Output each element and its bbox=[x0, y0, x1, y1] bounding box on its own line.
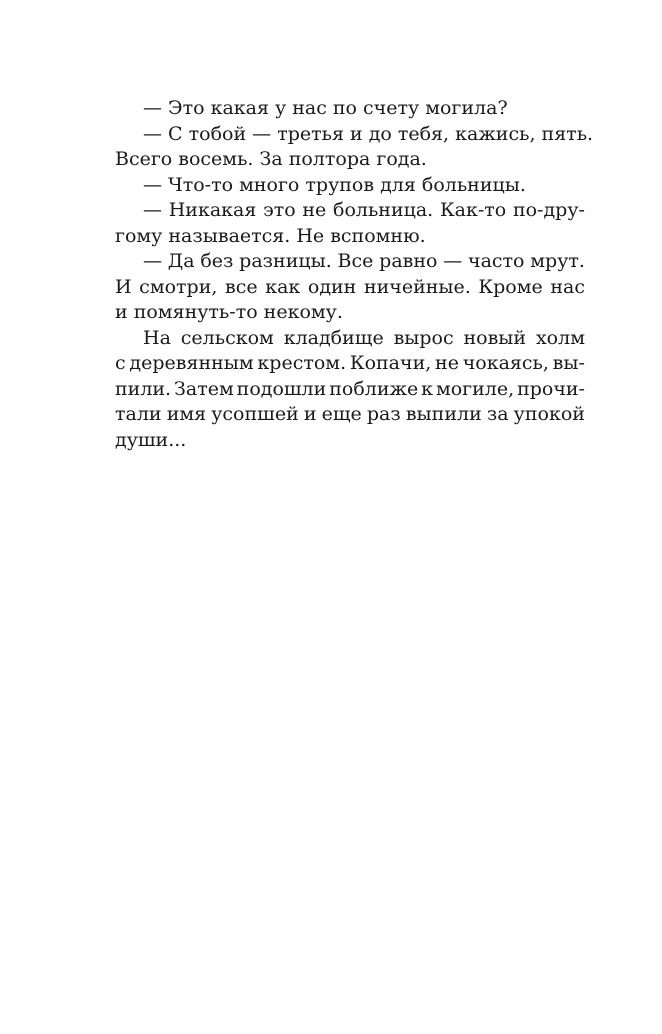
word: еще bbox=[321, 403, 362, 425]
word: Никакая bbox=[168, 199, 257, 221]
word: Все bbox=[337, 250, 374, 272]
word: прочи- bbox=[517, 377, 585, 400]
word: это bbox=[263, 199, 296, 221]
text-line: Всего восемь. За полтора года. bbox=[115, 148, 427, 170]
word: раз bbox=[366, 403, 401, 425]
body-text bbox=[115, 96, 594, 453]
word: к bbox=[421, 377, 434, 400]
word: нас bbox=[550, 275, 585, 298]
word: выпили bbox=[405, 403, 482, 425]
word: имя bbox=[166, 403, 207, 425]
word: Да bbox=[167, 250, 195, 272]
word: за bbox=[486, 403, 509, 425]
word: крестом. bbox=[257, 352, 347, 374]
text-line: и помянуть-то некому. bbox=[115, 301, 343, 323]
word: как bbox=[265, 275, 301, 298]
word: На bbox=[143, 326, 171, 349]
word: и bbox=[303, 403, 317, 425]
text-line: души... bbox=[115, 428, 187, 451]
word: усопшей bbox=[211, 403, 299, 425]
word: — bbox=[143, 250, 162, 272]
word: пили. bbox=[115, 377, 172, 400]
word: больница. bbox=[333, 199, 434, 221]
text-line bbox=[115, 198, 585, 224]
word: все bbox=[225, 275, 258, 298]
text-line bbox=[115, 275, 585, 301]
word: вырос bbox=[393, 326, 454, 349]
word: не bbox=[302, 199, 327, 221]
word: часто bbox=[468, 250, 525, 272]
word: И bbox=[115, 275, 132, 298]
word: Копачи, bbox=[349, 352, 432, 374]
text-line: — С тобой — третья и до тебя, кажись, пять. bbox=[143, 122, 594, 145]
text-line bbox=[115, 351, 585, 377]
word: подошли bbox=[236, 377, 327, 400]
word: поближе bbox=[329, 377, 419, 400]
word: Затем bbox=[174, 377, 234, 400]
text-line: гому называется. Не вспомню. bbox=[115, 224, 426, 247]
text-line bbox=[115, 377, 585, 403]
word: могиле, bbox=[435, 377, 515, 400]
word: Как-то bbox=[439, 199, 507, 221]
word: смотри, bbox=[139, 275, 218, 298]
word: вы- bbox=[552, 352, 585, 374]
text-line: — Это какая у нас по счету могила? bbox=[143, 97, 508, 119]
word: мрут. bbox=[530, 250, 585, 272]
word: упокой bbox=[513, 403, 585, 425]
word: чокаясь, bbox=[462, 352, 549, 374]
word: один bbox=[307, 275, 357, 298]
word: без bbox=[200, 250, 234, 272]
word: кладбище bbox=[283, 326, 384, 349]
word: — bbox=[143, 199, 162, 221]
word: по-дру- bbox=[512, 199, 585, 221]
word: новый bbox=[463, 326, 527, 349]
text-line bbox=[115, 402, 585, 428]
word: деревянным bbox=[129, 352, 254, 374]
word: разницы. bbox=[239, 250, 332, 272]
word: не bbox=[435, 352, 459, 374]
word: тали bbox=[115, 403, 162, 425]
text-line bbox=[115, 249, 585, 275]
word: — bbox=[443, 250, 463, 272]
word: ничейные. bbox=[363, 275, 471, 298]
word: холм bbox=[535, 326, 585, 349]
word: сельском bbox=[180, 326, 274, 349]
text-line bbox=[115, 326, 585, 352]
word: с bbox=[115, 352, 126, 374]
word: Кроме bbox=[478, 275, 543, 298]
word: равно bbox=[379, 250, 438, 272]
text-line: — Что-то много трупов для больницы. bbox=[143, 173, 526, 196]
